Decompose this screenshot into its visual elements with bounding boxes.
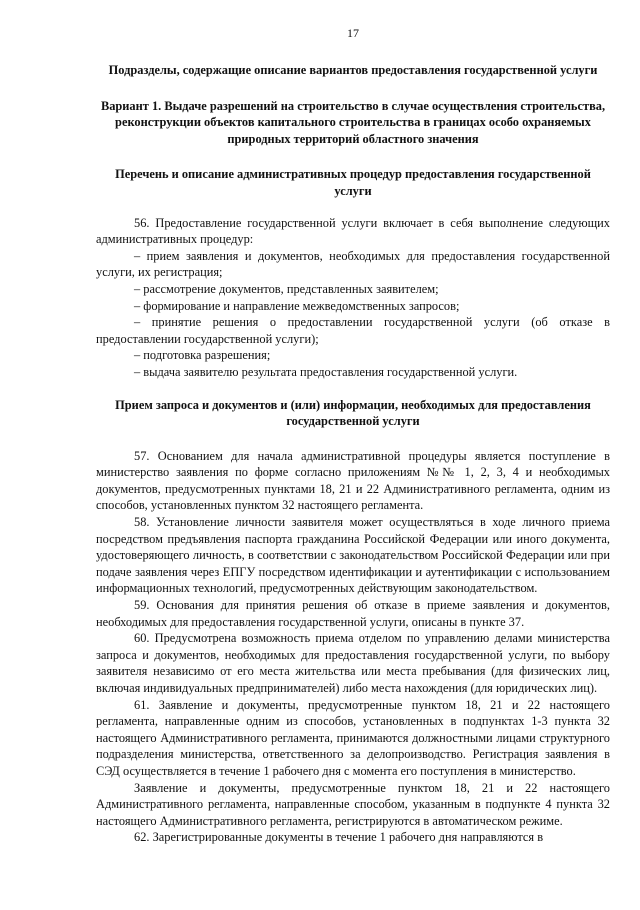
list-item: – выдача заявителю результата предоставления государственной услуги.: [134, 364, 518, 379]
paragraph-61-continued: Заявление и документы, предусмотренные пунктом 18, 21 и 22 настоящего Административного регламента, направленные способом, указанным в подпункте 4 пункта 32 настоящего Административного регламента, регистрируются в автоматическом режиме.: [96, 780, 610, 828]
list-item: – формирование и направление межведомственных запросов;: [134, 298, 460, 313]
reception-heading: Прием запроса и документов и (или) информации, необходимых для предоставления государственной услуги: [115, 397, 591, 429]
paragraph-62: 62. Зарегистрированные документы в течение 1 рабочего дня направляются в: [134, 830, 544, 845]
paragraph-60: 60. Предусмотрена возможность приема отделом по управлению делами министерства запроса и документов, необходимых для предоставления государственной услуги, по выбору заявителя независимо от его места жительства или места пребывания (для физических лиц, включая индивидуальных предпринимателей) либо места нахождения (для юридических лиц).: [96, 631, 610, 695]
list-item: – принятие решения о предоставлении государственной услуги (об отказе в предоставлении государственной услуги);: [96, 315, 610, 346]
procedures-heading: Перечень и описание административных процедур предоставления государственной услуги: [115, 167, 591, 198]
list-item: – рассмотрение документов, представленных заявителем;: [134, 281, 439, 296]
paragraph-59: 59. Основания для принятия решения об отказе в приеме заявления и документов, необходимых для предоставления государственной услуги, описаны в пункте 37.: [96, 598, 610, 629]
page-number: 17: [347, 26, 359, 40]
list-item: – подготовка разрешения;: [134, 348, 271, 363]
paragraph-61: 61. Заявление и документы, предусмотренные пунктом 18, 21 и 22 настоящего регламента, направленные одним из способов, установленных в подпунктах 1-3 пункта 32 настоящего Административного регламента, принимаются должностными лицами структурного подразделения министерства, ответственного за делопроизводство. Регистрация заявления в СЭД осуществляется в течение 1 рабочего дня с момента его поступления в министерство.: [96, 697, 610, 778]
paragraph-58: 58. Установление личности заявителя может осуществляться в ходе личного приема посредством предъявления паспорта гражданина Российской Федерации или иного документа, удостоверяющего личность, в соответствии с законодательством Российской Федерации или при подаче заявления через ЕПГУ посредством идентификации и аутентификации с использованием информационных технологий, предусмотренных действующим законодательством.: [96, 515, 610, 596]
document-body: [96, 62, 610, 846]
list-item: – прием заявления и документов, необходимых для предоставления государственной услуги, их регистрация;: [96, 248, 610, 280]
paragraph-56-intro: 56. Предоставление государственной услуги включает в себя выполнение следующих административных процедур:: [96, 215, 610, 247]
subsections-heading: Подразделы, содержащие описание вариантов предоставления государственной услуги: [108, 63, 598, 77]
variant-heading: Вариант 1. Выдаче разрешений на строительство в случае осуществления строительства, реконструкции объектов капитального строительства в границах особо охраняемых природных территорий областного значения: [100, 98, 606, 146]
paragraph-57: 57. Основанием для начала административной процедуры является поступление в министерство заявления по форме согласно приложениям №№ 1, 2, 3, 4 и необходимых документов, предусмотренных пунктами 18, 21 и 22 Административного регламента, одним из способов, установленных пунктом 32 настоящего регламента.: [96, 448, 610, 513]
